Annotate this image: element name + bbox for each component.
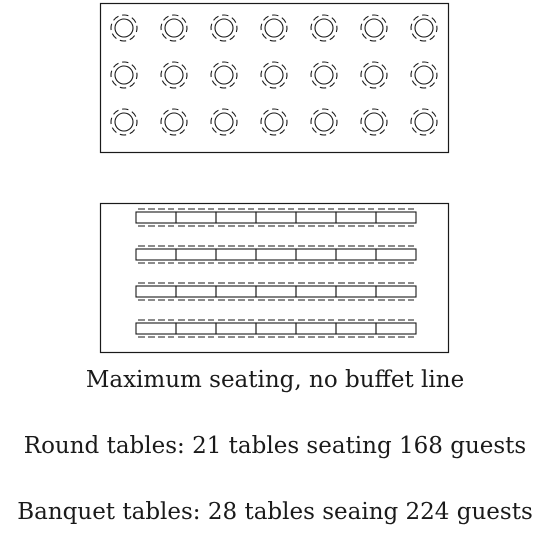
round-table-chairs xyxy=(409,13,439,43)
banquet-table-top xyxy=(176,286,216,297)
round-table xyxy=(109,13,139,43)
round-table-top xyxy=(415,19,433,37)
round-table-top xyxy=(115,66,133,84)
round-table-top xyxy=(365,113,383,131)
round-table-chairs xyxy=(109,13,139,43)
banquet-table xyxy=(216,283,256,300)
round-table-chairs xyxy=(109,107,139,137)
banquet-table-top xyxy=(376,249,416,260)
banquet-table-top xyxy=(256,286,296,297)
banquet-table-top xyxy=(216,249,256,260)
round-table-chairs xyxy=(209,13,239,43)
round-table-top xyxy=(365,66,383,84)
banquet-table xyxy=(336,209,376,226)
round-table-chairs xyxy=(159,13,189,43)
round-table xyxy=(209,60,239,90)
banquet-table-top xyxy=(216,212,256,223)
banquet-table-top xyxy=(176,212,216,223)
banquet-table-top xyxy=(216,286,256,297)
round-table xyxy=(309,107,339,137)
round-table-chairs xyxy=(409,107,439,137)
banquet-table xyxy=(296,283,336,300)
banquet-table xyxy=(256,246,296,263)
banquet-table-top xyxy=(136,212,176,223)
round-table-chairs xyxy=(359,107,389,137)
round-table-chairs xyxy=(259,60,289,90)
round-table-chairs xyxy=(309,13,339,43)
banquet-table xyxy=(376,283,416,300)
banquet-table-row xyxy=(136,246,416,263)
banquet-tables-group xyxy=(136,209,416,337)
round-table-chairs xyxy=(259,13,289,43)
banquet-table xyxy=(336,320,376,337)
banquet-table xyxy=(376,209,416,226)
round-table xyxy=(209,13,239,43)
round-table-top xyxy=(165,113,183,131)
round-table-chairs xyxy=(359,13,389,43)
banquet-table-top xyxy=(296,323,336,334)
round-table-top xyxy=(215,113,233,131)
round-table xyxy=(409,60,439,90)
banquet-table-row xyxy=(136,320,416,337)
round-table xyxy=(159,107,189,137)
banquet-table-top xyxy=(136,249,176,260)
banquet-table xyxy=(216,209,256,226)
round-table-top xyxy=(415,66,433,84)
banquet-table xyxy=(296,209,336,226)
round-table-top xyxy=(315,66,333,84)
round-table-chairs xyxy=(409,60,439,90)
banquet-table xyxy=(376,320,416,337)
round-table xyxy=(159,60,189,90)
round-table-chairs xyxy=(309,107,339,137)
banquet-table xyxy=(176,320,216,337)
banquet-table-row xyxy=(136,209,416,226)
round-table-chairs xyxy=(209,60,239,90)
banquet-table-top xyxy=(336,212,376,223)
round-table xyxy=(109,60,139,90)
banquet-table-top xyxy=(336,286,376,297)
round-table-top xyxy=(215,66,233,84)
banquet-table-top xyxy=(296,286,336,297)
banquet-table xyxy=(256,320,296,337)
round-table-top xyxy=(265,66,283,84)
round-table-top xyxy=(265,113,283,131)
banquet-table-top xyxy=(136,323,176,334)
banquet-table-top xyxy=(296,212,336,223)
round-table-top xyxy=(165,19,183,37)
round-table xyxy=(159,13,189,43)
banquet-table-top xyxy=(256,249,296,260)
round-table xyxy=(259,13,289,43)
banquet-table xyxy=(256,209,296,226)
banquet-table-top xyxy=(376,323,416,334)
round-table xyxy=(309,60,339,90)
round-table-chairs xyxy=(209,107,239,137)
round-table xyxy=(409,107,439,137)
round-table-top xyxy=(115,113,133,131)
round-table-chairs xyxy=(159,60,189,90)
banquet-table xyxy=(336,283,376,300)
layout-title: Maximum seating, no buffet line xyxy=(85,367,465,393)
banquet-table-row xyxy=(136,283,416,300)
banquet-table xyxy=(136,246,176,263)
banquet-table xyxy=(216,320,256,337)
round-table-top xyxy=(365,19,383,37)
banquet-table-top xyxy=(136,286,176,297)
banquet-table-top xyxy=(256,323,296,334)
banquet-table-top xyxy=(336,249,376,260)
round-table xyxy=(259,107,289,137)
round-table-room-outline xyxy=(101,4,449,153)
round-table-top xyxy=(165,66,183,84)
round-table xyxy=(409,13,439,43)
banquet-table xyxy=(176,209,216,226)
banquet-table-top xyxy=(256,212,296,223)
round-table-chairs xyxy=(259,107,289,137)
round-table-chairs xyxy=(309,60,339,90)
round-table-room xyxy=(101,4,449,153)
banquet-table-top xyxy=(376,286,416,297)
banquet-table-top xyxy=(296,249,336,260)
round-table-top xyxy=(115,19,133,37)
round-tables-summary: Round tables: 21 tables seating 168 guests xyxy=(23,433,527,459)
round-tables-group xyxy=(109,13,439,137)
round-table xyxy=(209,107,239,137)
round-table-top xyxy=(215,19,233,37)
banquet-table xyxy=(296,246,336,263)
banquet-table xyxy=(136,209,176,226)
banquet-table xyxy=(136,320,176,337)
banquet-table-top xyxy=(376,212,416,223)
round-table-chairs xyxy=(359,60,389,90)
banquet-table-top xyxy=(216,323,256,334)
round-table xyxy=(359,107,389,137)
banquet-table xyxy=(176,246,216,263)
round-table-top xyxy=(315,19,333,37)
round-table-top xyxy=(415,113,433,131)
banquet-table xyxy=(256,283,296,300)
banquet-table-top xyxy=(176,323,216,334)
round-table-chairs xyxy=(109,60,139,90)
round-table-chairs xyxy=(159,107,189,137)
banquet-table-room xyxy=(101,204,449,353)
banquet-table xyxy=(296,320,336,337)
banquet-table xyxy=(336,246,376,263)
banquet-table-top xyxy=(176,249,216,260)
banquet-tables-summary: Banquet tables: 28 tables seaing 224 guests xyxy=(17,499,533,525)
banquet-table xyxy=(176,283,216,300)
round-table xyxy=(359,60,389,90)
banquet-table xyxy=(136,283,176,300)
banquet-table xyxy=(376,246,416,263)
round-table-top xyxy=(265,19,283,37)
banquet-table-top xyxy=(336,323,376,334)
round-table xyxy=(359,13,389,43)
round-table xyxy=(309,13,339,43)
round-table-top xyxy=(315,113,333,131)
round-table xyxy=(259,60,289,90)
round-table xyxy=(109,107,139,137)
banquet-table xyxy=(216,246,256,263)
